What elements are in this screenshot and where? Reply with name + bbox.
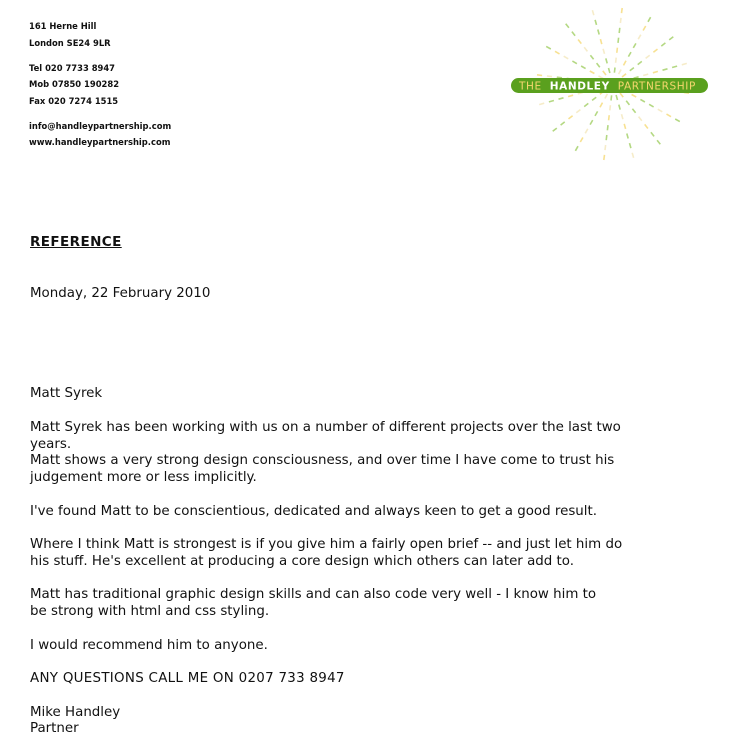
logo-ray-dash: [580, 138, 583, 143]
logo-ray-dash: [592, 97, 596, 100]
reference-heading: REFERENCE: [30, 234, 122, 250]
logo-ray-dash: [620, 93, 623, 97]
logo-ray-dash: [646, 55, 650, 58]
logo-ray-dash: [603, 71, 606, 75]
logo-ray-dash: [653, 49, 657, 52]
logo-ray-dash: [619, 70, 622, 75]
logo-ray-dash: [537, 75, 542, 76]
website-address: www.handleypartnership.com: [29, 137, 171, 147]
logo-ray-dash: [606, 58, 607, 63]
logo-ray-dash: [658, 109, 663, 112]
logo-ray-dash: [557, 77, 562, 78]
signoff-name: Mike Handley: [30, 705, 121, 720]
paragraph-2: Matt shows a very strong design consciousness, and over time I have come to trust his judgement more or less implicitly.: [30, 453, 615, 485]
logo-ray-dash: [622, 8, 623, 13]
address-line-city: London SE24 9LR: [29, 37, 111, 48]
logo-ray-dash: [632, 95, 637, 98]
logo-ray-dash: [648, 17, 651, 22]
logo-ray-dash: [569, 116, 573, 119]
mobile-number: Mob 07850 190282: [29, 79, 120, 89]
logo-ray-dash: [609, 68, 610, 73]
logo-text-handley: HANDLEY: [549, 80, 610, 93]
logo-ray-dash: [618, 38, 619, 43]
email-address: info@handleypartnership.com: [29, 120, 172, 131]
svg-text:THE HANDLEY PARTNERSHI: [518, 81, 696, 93]
logo-ray-dash: [630, 68, 634, 71]
logo-ray-dash: [564, 56, 569, 59]
logo-ray-dash: [592, 10, 593, 15]
logo-ray-dash: [598, 30, 599, 35]
logo-ray-dash: [640, 99, 645, 102]
logo-ray-dash: [620, 18, 621, 23]
logo-ray-dash: [553, 128, 557, 131]
logo-ray-dash: [634, 77, 639, 78]
paragraph-3: I've found Matt to be conscientious, dedicated and always keen to get a good result.: [30, 504, 598, 519]
fax-number: Fax 020 7274 1515: [29, 95, 119, 106]
signoff-title: Partner: [30, 721, 79, 736]
logo-ray-dash: [627, 134, 628, 139]
logo-ray-dash: [595, 111, 598, 116]
logo-ray-dash: [643, 26, 646, 31]
logo-ray-dash: [559, 98, 564, 99]
logo-ray-dash: [584, 103, 588, 106]
logo-ray-dash: [653, 71, 658, 72]
logo-ray-dash: [628, 52, 631, 57]
logo-ray-dash: [605, 145, 606, 150]
logo-ray-dash: [607, 125, 608, 130]
logo-ray-dash: [609, 115, 610, 120]
handley-partnership-logo: [505, 0, 720, 172]
logo-ray-dash: [606, 135, 607, 140]
logo-ray-dash: [572, 32, 575, 36]
logo-ray-dash: [667, 114, 672, 117]
logo-ray-dash: [651, 132, 654, 136]
logo-ray-dash: [622, 74, 626, 77]
logo-ray-dash: [590, 71, 595, 74]
logo-ray-dash: [682, 63, 687, 64]
logo-ray-dash: [624, 124, 625, 129]
logo-ray-dash: [616, 58, 617, 63]
logo-ray-dash: [549, 101, 554, 102]
logo-ray-dash: [600, 39, 601, 44]
logo-ray-dash: [638, 61, 642, 64]
logo-ray-dash: [619, 105, 620, 110]
sender-address-block: [29, 18, 171, 151]
logo-ray-dash: [576, 110, 580, 113]
logo-ray-dash: [581, 66, 586, 69]
logo-ray-dash: [566, 24, 569, 28]
logo-ray-dash: [616, 95, 617, 100]
logo-ray-dash: [617, 48, 618, 53]
logo-ray-dash: [675, 119, 680, 122]
logo-ray-dash: [643, 74, 648, 75]
paragraph-5: Matt has traditional graphic design skills and can also code very well - I know him to be strong with html and css styling.: [30, 587, 597, 619]
logo-ray-dash: [633, 43, 636, 48]
logo-ray-dash: [649, 104, 654, 107]
logo-text-partnership: PARTNERSHIP: [617, 80, 696, 93]
logo-ray-dash: [584, 47, 587, 51]
logo-ray-dash: [590, 120, 593, 125]
logo-ray-dash: [539, 103, 544, 104]
logo-ray-dash: [611, 95, 612, 100]
paragraph-4: Where I think Matt is strongest is if you give him a fairly open brief -- and just let him do his stuff. He's excellent at producing a core design which others can later add to.: [30, 537, 623, 569]
logo-ray-dash: [632, 153, 633, 158]
logo-ray-dash: [657, 140, 660, 144]
logo-ray-dash: [561, 122, 565, 125]
paragraph-6: I would recommend him to anyone.: [30, 638, 268, 653]
logo-ray-dash: [639, 117, 642, 121]
logo-ray-dash: [604, 155, 605, 160]
logo-ray-dash: [630, 143, 631, 148]
logo-ray-dash: [600, 103, 603, 108]
logo-ray-dash: [572, 61, 577, 64]
logo-ray-dash: [547, 76, 552, 77]
paragraph-1: Matt Syrek has been working with us on a number of different projects over the last two years.: [30, 420, 621, 452]
logo-ray-dash: [597, 63, 600, 67]
logo-ray-dash: [590, 55, 593, 59]
logo-ray-dash: [605, 94, 608, 99]
letter-date: Monday, 22 February 2010: [30, 286, 211, 301]
logo-ray-dash: [624, 61, 627, 66]
logo-ray-dash: [672, 66, 677, 67]
logo-ray-dash: [626, 101, 629, 105]
logo-ray-dash: [669, 37, 673, 40]
logo-ray-dash: [645, 124, 648, 128]
telephone-number: Tel 020 7733 8947: [29, 62, 115, 73]
logo-ray-dash: [661, 43, 665, 46]
logo-ray-dash: [610, 105, 611, 110]
logo-ray-dash: [619, 28, 620, 33]
address-line-street: 161 Herne Hill: [29, 21, 97, 31]
logo-text-the: THE: [519, 80, 542, 93]
logo-ray-dash: [546, 46, 551, 49]
logo-ray-dash: [555, 51, 560, 54]
logo-ray-dash: [663, 69, 668, 70]
logo-ray-dash: [622, 114, 623, 119]
logo-ray-dash: [638, 35, 641, 40]
logo-ray-dash: [568, 95, 573, 96]
logo-ray-dash: [578, 40, 581, 44]
logo-ray-dash: [575, 146, 578, 151]
contact-line: ANY QUESTIONS CALL ME ON 0207 733 8947: [30, 671, 345, 686]
logo-ray-dash: [595, 20, 596, 25]
logo-ray-dash: [603, 49, 604, 54]
logo-ray-dash: [614, 68, 615, 73]
logo-ray-dash: [585, 129, 588, 134]
addressee-name: Matt Syrek: [30, 386, 103, 401]
logo-ray-dash: [632, 109, 635, 113]
